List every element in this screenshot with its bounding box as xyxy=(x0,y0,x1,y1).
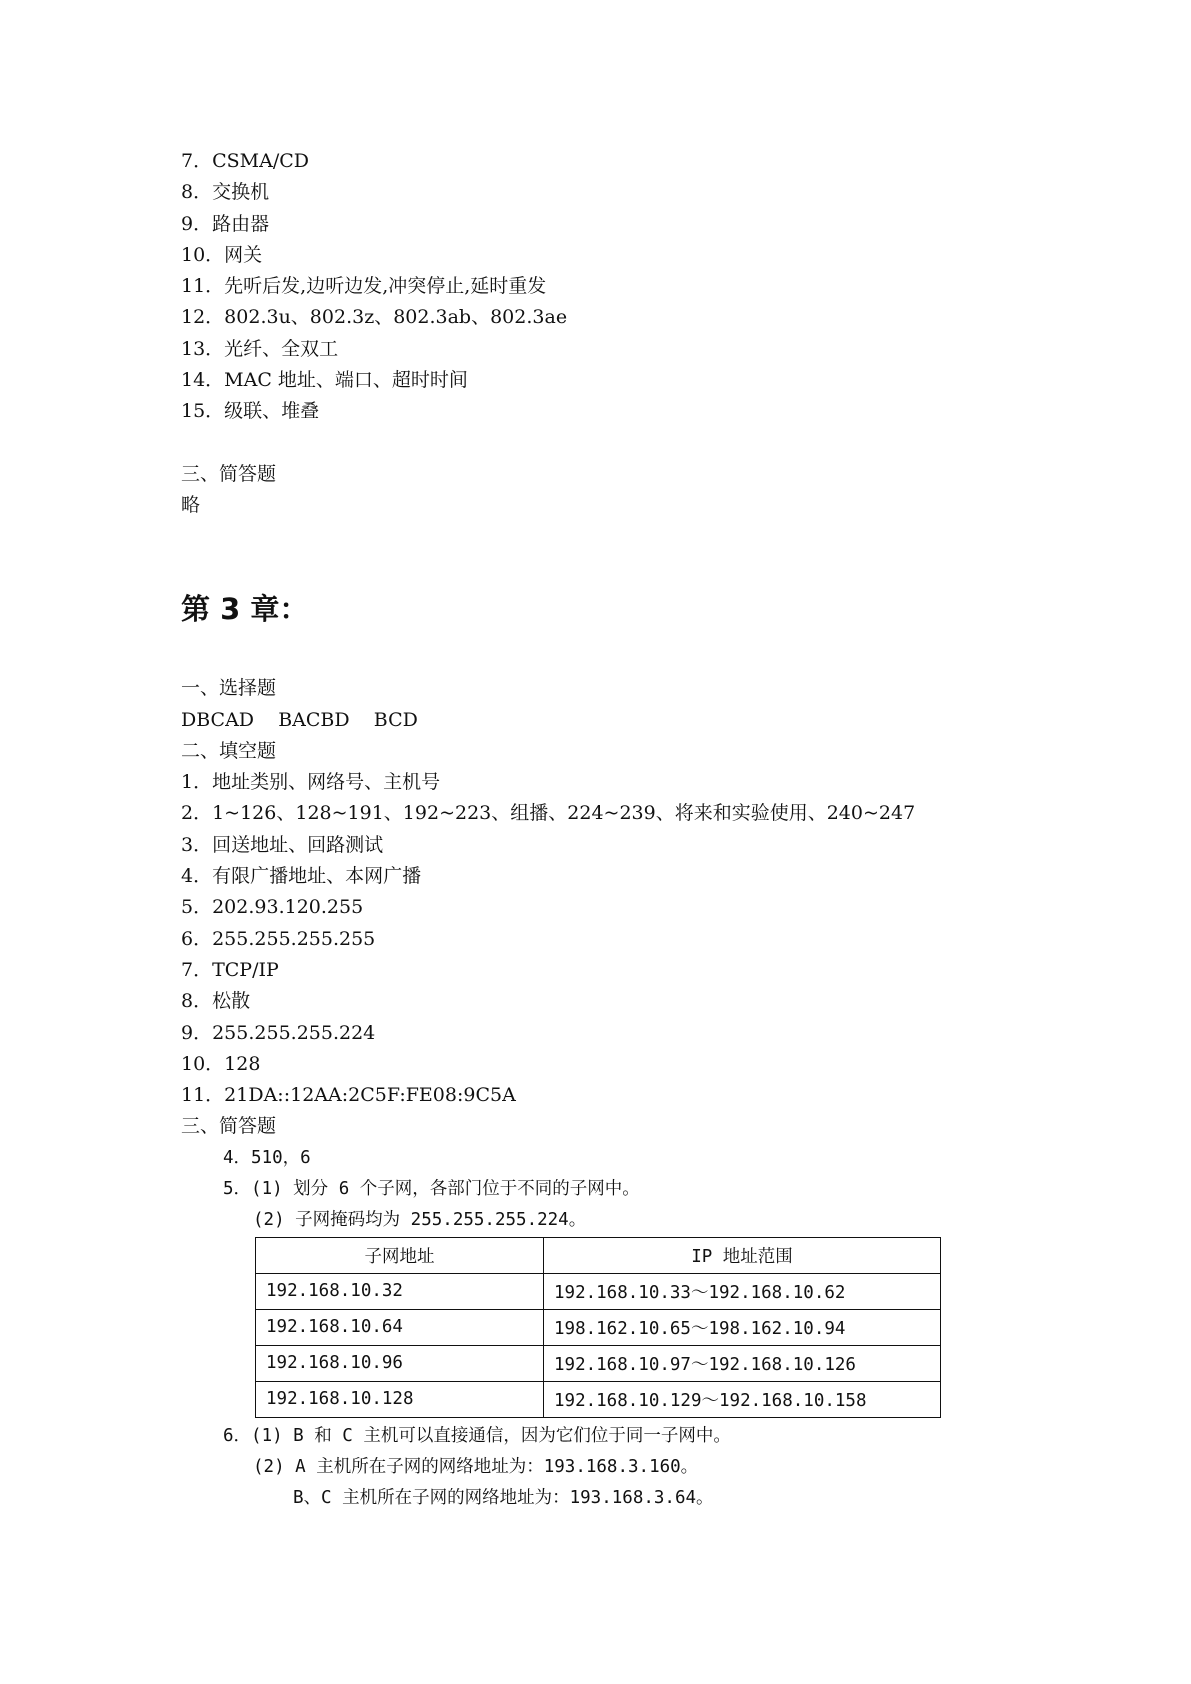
table-cell-subnet: 192.168.10.64 xyxy=(256,1309,544,1345)
fill-item-6: 6．255.255.255.255 xyxy=(181,927,376,950)
answer-6-part-3: B、C 主机所在子网的网络地址为：193.168.3.64。 xyxy=(293,1488,714,1509)
fill-item-11: 11．21DA::12AA:2C5F:FE08:9C5A xyxy=(181,1084,516,1107)
table-cell-range: 198.162.10.65～198.162.10.94 xyxy=(544,1309,941,1345)
ch2-fill-item-13: 13．光纤、全双工 xyxy=(181,337,339,360)
fill-item-8: 8．松散 xyxy=(181,990,251,1013)
choice-heading: 一、选择题 xyxy=(181,677,277,700)
ch2-fill-item-10: 10．网关 xyxy=(181,243,263,266)
answer-5-part-2: (2) 子网掩码均为 255.255.255.224。 xyxy=(253,1210,587,1231)
fill-item-10: 10．128 xyxy=(181,1052,261,1075)
choice-answers: DBCAD BACBD BCD xyxy=(181,708,418,731)
short-answer-heading: 三、简答题 xyxy=(181,1115,277,1138)
table-cell-range: 192.168.10.97～192.168.10.126 xyxy=(544,1345,941,1381)
ch2-fill-item-8: 8．交换机 xyxy=(181,181,270,204)
table-row xyxy=(256,1273,941,1309)
subnet-table xyxy=(255,1237,941,1418)
table-header-range: IP 地址范围 xyxy=(544,1237,941,1273)
table-row xyxy=(256,1345,941,1381)
ch2-fill-item-7: 7．CSMA/CD xyxy=(181,150,309,172)
table-cell-subnet: 192.168.10.128 xyxy=(256,1381,544,1417)
table-header-subnet: 子网地址 xyxy=(256,1237,544,1273)
fill-item-3: 3．回送地址、回路测试 xyxy=(181,833,384,856)
table-cell-subnet: 192.168.10.96 xyxy=(256,1345,544,1381)
fill-item-4: 4．有限广播地址、本网广播 xyxy=(181,865,422,888)
fill-item-2: 2．1~126、128~191、192~223、组播、224~239、将来和实验使用、240~247 xyxy=(181,802,916,825)
fill-heading: 二、填空题 xyxy=(181,739,277,762)
table-cell-range: 192.168.10.33～192.168.10.62 xyxy=(544,1273,941,1309)
ch2-fill-item-12: 12．802.3u、802.3z、802.3ab、802.3ae xyxy=(181,306,568,329)
table-cell-range: 192.168.10.129～192.168.10.158 xyxy=(544,1381,941,1417)
fill-item-7: 7．TCP/IP xyxy=(181,958,279,981)
document-page xyxy=(181,146,1081,1515)
fill-item-9: 9．255.255.255.224 xyxy=(181,1021,376,1044)
ch2-fill-item-9: 9．路由器 xyxy=(181,212,270,235)
ch2-short-answer-heading: 三、简答题 xyxy=(181,462,277,485)
fill-item-1: 1．地址类别、网络号、主机号 xyxy=(181,771,441,794)
table-cell-subnet: 192.168.10.32 xyxy=(256,1273,544,1309)
table-header-row xyxy=(256,1237,941,1273)
ch2-short-answer-text: 略 xyxy=(181,493,201,516)
fill-item-5: 5．202.93.120.255 xyxy=(181,896,364,919)
answer-6-part-1: 6．(1) B 和 C 主机可以直接通信，因为它们位于同一子网中。 xyxy=(223,1425,731,1446)
ch2-fill-item-11: 11．先听后发,边听边发,冲突停止,延时重发 xyxy=(181,275,547,298)
ch2-fill-item-15: 15．级联、堆叠 xyxy=(181,400,320,423)
ch2-fill-item-14: 14．MAC 地址、端口、超时时间 xyxy=(181,369,468,392)
answer-5-part-1: 5．(1) 划分 6 个子网，各部门位于不同的子网中。 xyxy=(223,1179,640,1200)
answer-4: 4．510，6 xyxy=(223,1147,311,1168)
answer-6-part-2: (2) A 主机所在子网的网络地址为：193.168.3.160。 xyxy=(253,1456,699,1477)
table-row xyxy=(256,1381,941,1417)
chapter-3-title: 第 3 章： xyxy=(181,592,309,627)
table-row xyxy=(256,1309,941,1345)
